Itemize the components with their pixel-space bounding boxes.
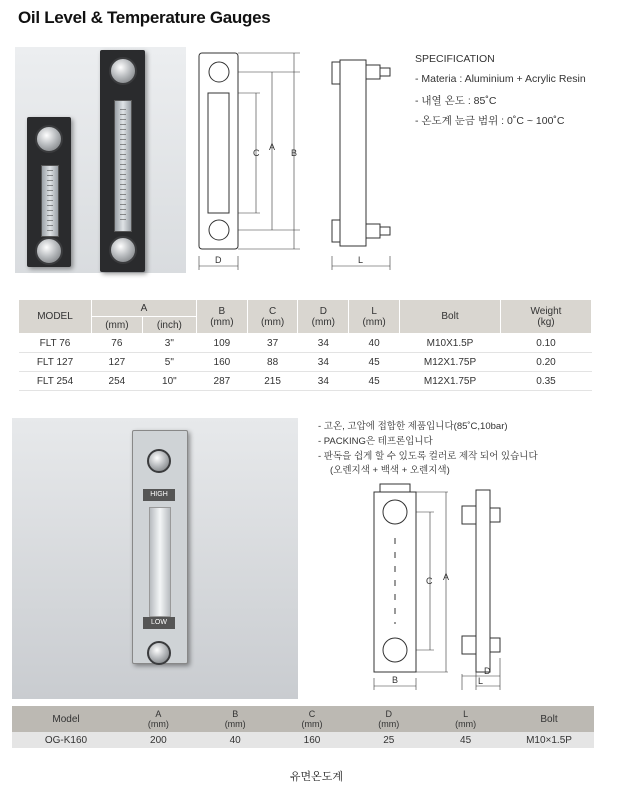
cell-c: 215 xyxy=(247,372,298,391)
spec-table-ogk xyxy=(12,706,594,748)
table-row xyxy=(19,372,592,391)
dim-b-label: B xyxy=(392,675,399,685)
cell-d: 25 xyxy=(350,732,427,748)
header-c: C (mm) xyxy=(274,706,351,732)
cell-c: 37 xyxy=(247,334,298,353)
cell-model: FLT 254 xyxy=(19,372,92,391)
cell-b: 40 xyxy=(197,732,274,748)
cell-bolt: M12X1.75P xyxy=(400,372,501,391)
note-line: - 고온, 고압에 접합한 제품입니다(85˚C,10bar) xyxy=(318,421,508,432)
spec-line-range: - 온도계 눈금 범위 : 0˚C ~ 100˚C xyxy=(415,115,565,127)
note-line: (오렌지색 + 백색 + 오렌지색) xyxy=(330,465,450,476)
dim-l-label: L xyxy=(478,676,484,686)
cell-a-inch: 10" xyxy=(142,372,196,391)
cell-a-inch: 3" xyxy=(142,334,196,353)
spec-heading: SPECIFICATION xyxy=(415,53,495,65)
spec-line-heat: - 내열 온도 : 85˚C xyxy=(415,95,497,107)
dim-c-label: C xyxy=(253,148,260,158)
header-model: Model xyxy=(12,706,120,732)
cell-l: 45 xyxy=(427,732,504,748)
product-photo-ogk xyxy=(12,418,298,699)
dim-a-label: A xyxy=(443,572,450,582)
cell-a-mm: 254 xyxy=(92,372,143,391)
cell-weight: 0.20 xyxy=(501,353,592,372)
caption: 유면온도계 xyxy=(289,771,344,783)
cell-b: 109 xyxy=(197,334,248,353)
cell-weight: 0.35 xyxy=(501,372,592,391)
header-l: L (mm) xyxy=(427,706,504,732)
dim-d-label: D xyxy=(215,255,222,265)
note-line: - PACKING은 테프론입니다 xyxy=(318,436,433,447)
cell-weight: 0.10 xyxy=(501,334,592,353)
cell-bolt: M10×1.5P xyxy=(504,732,594,748)
cell-a-mm: 76 xyxy=(92,334,143,353)
cell-a: 200 xyxy=(120,732,197,748)
technical-drawing-ogk xyxy=(368,478,528,692)
low-label: LOW xyxy=(143,617,175,629)
cell-model: OG-K160 xyxy=(12,732,120,748)
cell-d: 34 xyxy=(298,372,349,391)
cell-l: 40 xyxy=(349,334,400,353)
cell-d: 34 xyxy=(298,353,349,372)
dim-d-label: D xyxy=(484,666,491,676)
product-photo-flt xyxy=(15,47,186,273)
spec-line-material: - Materia : Aluminium + Acrylic Resin xyxy=(415,73,586,85)
header-model: MODEL xyxy=(19,300,92,334)
dim-a-label: A xyxy=(269,142,276,152)
cell-model: FLT 127 xyxy=(19,353,92,372)
header-c: C (mm) xyxy=(247,300,298,334)
high-label: HIGH xyxy=(143,489,175,501)
header-a-mm: (mm) xyxy=(92,317,143,334)
cell-d: 34 xyxy=(298,334,349,353)
header-a-inch: (inch) xyxy=(142,317,196,334)
cell-bolt: M12X1.75P xyxy=(400,353,501,372)
cell-c: 160 xyxy=(274,732,351,748)
cell-b: 160 xyxy=(197,353,248,372)
header-bolt: Bolt xyxy=(400,300,501,334)
cell-l: 45 xyxy=(349,353,400,372)
header-weight: Weight (kg) xyxy=(501,300,592,334)
cell-model: FLT 76 xyxy=(19,334,92,353)
dim-l-label: L xyxy=(358,255,364,265)
dim-c-label: C xyxy=(426,576,433,586)
cell-bolt: M10X1.5P xyxy=(400,334,501,353)
dim-b-label: B xyxy=(291,148,298,158)
table-row xyxy=(19,353,592,372)
page-title: Oil Level & Temperature Gauges xyxy=(18,8,271,27)
header-d: D (mm) xyxy=(298,300,349,334)
cell-c: 88 xyxy=(247,353,298,372)
spec-table-flt xyxy=(18,299,592,391)
cell-l: 45 xyxy=(349,372,400,391)
og-gauge-image xyxy=(132,430,188,664)
header-a: A (mm) xyxy=(120,706,197,732)
header-d: D (mm) xyxy=(350,706,427,732)
header-a: A xyxy=(92,300,197,317)
header-b: B (mm) xyxy=(197,706,274,732)
large-gauge-image xyxy=(100,50,145,272)
header-l: L (mm) xyxy=(349,300,400,334)
small-gauge-image xyxy=(27,117,71,267)
table-row xyxy=(12,732,594,748)
cell-a-mm: 127 xyxy=(92,353,143,372)
cell-a-inch: 5" xyxy=(142,353,196,372)
technical-drawing-flt xyxy=(190,48,410,276)
cell-b: 287 xyxy=(197,372,248,391)
header-b: B (mm) xyxy=(197,300,248,334)
table-row xyxy=(19,334,592,353)
header-bolt: Bolt xyxy=(504,706,594,732)
note-line: - 판독을 쉽게 할 수 있도록 컬러로 제작 되어 있습니다 xyxy=(318,451,538,462)
